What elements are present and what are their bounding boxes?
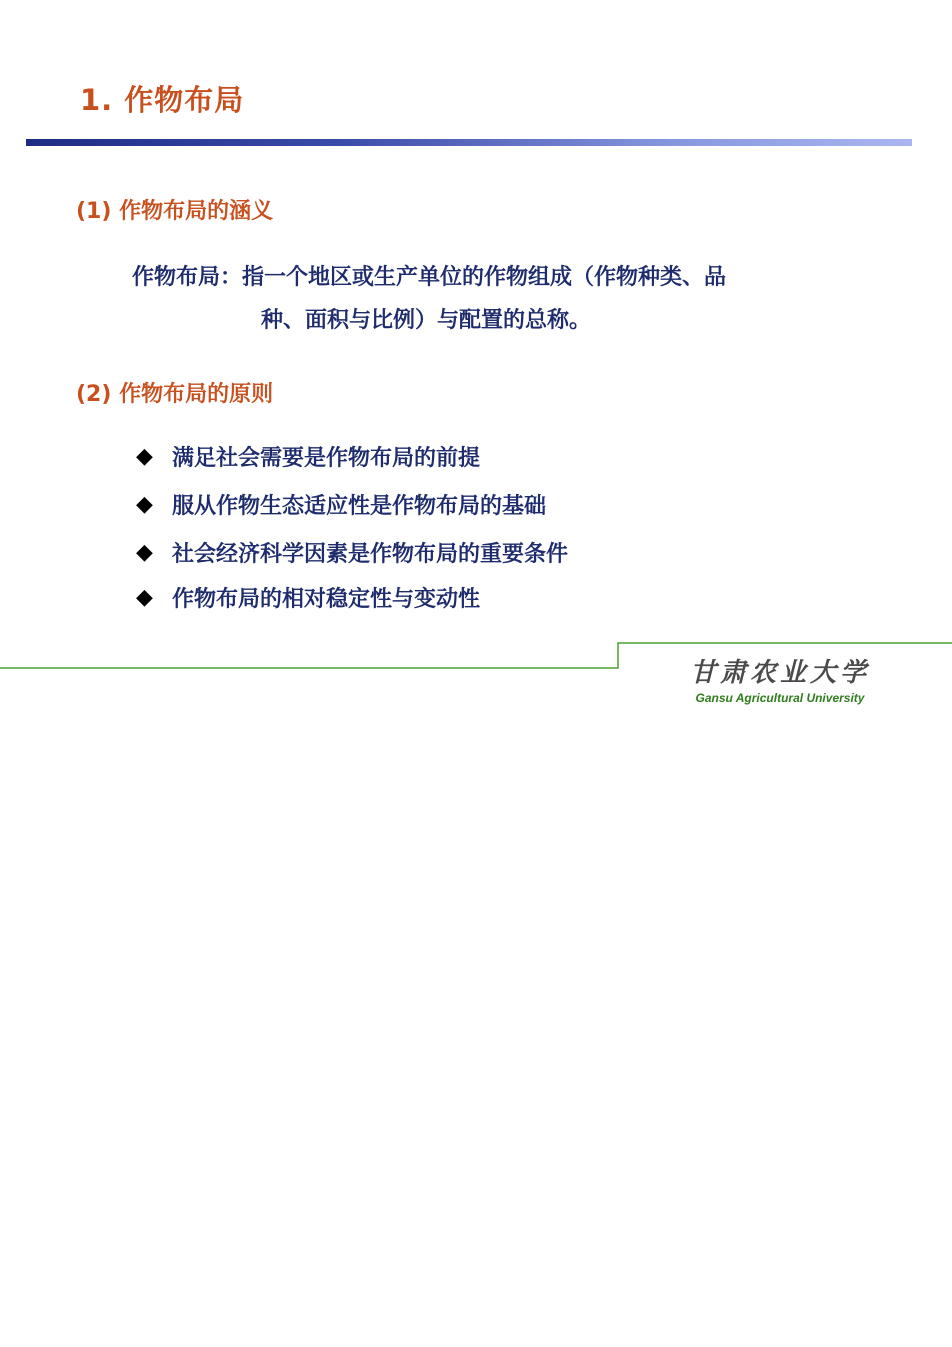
definition-paragraph (132, 256, 872, 342)
list-item (136, 576, 568, 618)
slide-title: 1. 作物布局 (80, 83, 245, 117)
list-item-text: 满足社会需要是作物布局的前提 (172, 445, 481, 471)
black-diamond-icon: ◆ (136, 539, 153, 565)
definition-line-2: 种、面积与比例）与配置的总称。 (261, 308, 592, 333)
title-underline-bar (26, 139, 912, 146)
list-item (136, 432, 568, 480)
list-item (136, 480, 568, 528)
list-item-text: 作物布局的相对稳定性与变动性 (172, 586, 481, 612)
principles-list (136, 432, 568, 618)
list-item-text: 服从作物生态适应性是作物布局的基础 (172, 493, 547, 519)
university-logo-english: Gansu Agricultural University (695, 691, 865, 705)
black-diamond-icon: ◆ (136, 491, 153, 517)
list-item-text: 社会经济科学因素是作物布局的重要条件 (172, 541, 569, 567)
section-heading-principles: (2) 作物布局的原则 (76, 382, 274, 407)
university-logo (680, 652, 880, 705)
section-heading-meaning: (1) 作物布局的涵义 (76, 199, 274, 224)
university-logo-chinese: 甘肃农业大学 (689, 658, 870, 688)
black-diamond-icon: ◆ (136, 584, 153, 610)
definition-line-1: 作物布局：指一个地区或生产单位的作物组成（作物种类、品 (132, 265, 727, 290)
list-item (136, 528, 568, 576)
black-diamond-icon: ◆ (136, 443, 153, 469)
